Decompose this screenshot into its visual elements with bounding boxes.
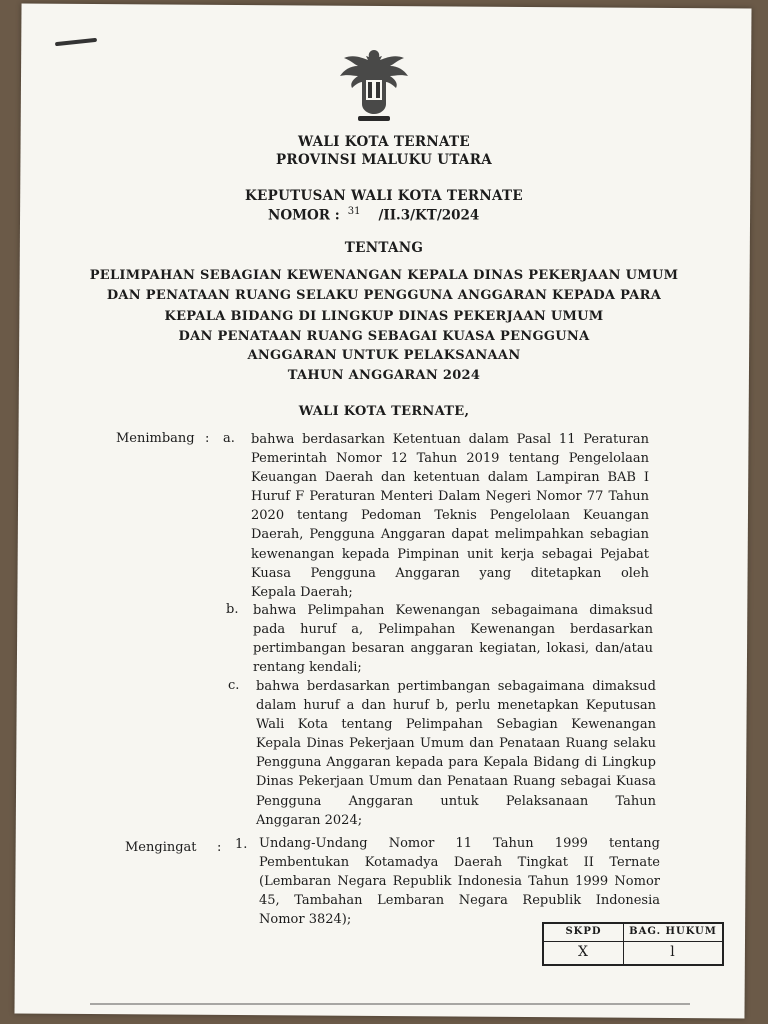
text-line: (Lembaran Negara Republik Indonesia Tahun 1999 Nomor — [259, 874, 660, 890]
menimbang-label: Menimbang — [116, 431, 195, 446]
text-line: Anggaran 2024; — [256, 812, 363, 828]
stamp-initial-bag-hukum: l — [670, 944, 676, 960]
nomor-suffix: /II.3/KT/2024 — [378, 207, 480, 224]
subject-line-4: DAN PENATAAN RUANG SEBAGAI KUASA PENGGUNA — [178, 329, 590, 344]
text-line: rentang kendali; — [253, 660, 362, 676]
text-line: Pengguna Anggaran untuk Pelaksanaan Tahun — [256, 793, 656, 809]
menimbang-colon: : — [205, 431, 210, 446]
text-line: pertimbangan besaran anggaran kegiatan, lokasi, dan/atau — [253, 641, 653, 657]
province-title: PROVINSI MALUKU UTARA — [275, 152, 492, 168]
page-edge-line — [90, 1003, 690, 1005]
stamp-initial-skpd: X — [544, 942, 624, 964]
mengingat-item-1 — [259, 834, 660, 929]
text-line: Nomor 3824); — [259, 912, 352, 928]
text-line: bahwa berdasarkan Ketentuan dalam Pasal 11 Peraturan — [251, 432, 649, 447]
text-line: 2020 tentang Pedoman Teknis Pengelolaan Keuangan — [251, 508, 649, 524]
text-line: Pemerintah Nomor 12 Tahun 2019 tentang Pengelolaan — [251, 451, 649, 467]
text-line: bahwa Pelimpahan Kewenangan sebagaimana dimaksud — [253, 603, 653, 618]
mengingat-label: Mengingat — [125, 840, 197, 855]
menimbang-marker-a: a. — [223, 431, 235, 446]
menimbang-marker-b: b. — [226, 602, 239, 617]
text-line: bahwa berdasarkan pertimbangan sebagaimana dimaksud — [256, 679, 656, 694]
subject-line-2: DAN PENATAAN RUANG SELAKU PENGGUNA ANGGARAN KEPADA PARA — [106, 288, 662, 303]
initial-stamp-table — [542, 922, 724, 966]
text-line: Keuangan Daerah dan ketentuan dalam Lampiran BAB I — [251, 470, 649, 486]
menimbang-item-c — [256, 677, 656, 830]
text-line: Huruf F Peraturan Menteri Dalam Negeri Nomor 77 Tahun — [251, 489, 649, 505]
text-line: Pembentukan Kotamadya Daerah Tingkat II Ternate — [259, 855, 660, 871]
text-line: Daerah, Pengguna Anggaran dapat melimpahkan sebagian — [251, 527, 649, 543]
subject-line-1: PELIMPAHAN SEBAGIAN KEWENANGAN KEPALA DINAS PEKERJAAN UMUM — [89, 268, 679, 283]
mengingat-marker-1: 1. — [235, 837, 248, 852]
text-line: Undang-Undang Nomor 11 Tahun 1999 tentang — [259, 836, 660, 851]
stamp-header-bag-hukum: BAG. HUKUM — [624, 924, 722, 942]
text-line: 45, Tambahan Lembaran Negara Republik Indonesia — [259, 893, 660, 909]
nomor-label: NOMOR : — [268, 207, 340, 224]
tentang-heading: TENTANG — [344, 240, 424, 256]
mengingat-colon: : — [217, 840, 222, 855]
garuda-emblem-icon — [332, 44, 416, 124]
text-line: Kepala Dinas Pekerjaan Umum dan Penataan Ruang selaku — [256, 736, 656, 752]
text-line: pada huruf a, Pelimpahan Kewenangan berdasarkan — [253, 622, 653, 638]
subject-line-5: ANGGARAN UNTUK PELAKSANAAN — [247, 348, 521, 363]
text-line: Kuasa Pengguna Anggaran yang ditetapkan oleh — [251, 565, 649, 581]
stamp-header-skpd: SKPD — [544, 924, 624, 942]
text-line: Pengguna Anggaran kepada para Kepala Bidang di Lingkup — [256, 755, 656, 771]
text-line: dalam huruf a dan huruf b, perlu menetapkan Keputusan — [256, 698, 656, 714]
subject-line-3: KEPALA BIDANG DI LINGKUP DINAS PEKERJAAN UMUM — [164, 309, 604, 324]
subject-line-6: TAHUN ANGGARAN 2024 — [287, 368, 481, 383]
text-line: Dinas Pekerjaan Umum dan Penataan Ruang sebagai Kuasa — [256, 774, 656, 790]
text-line: Kepala Daerah; — [251, 584, 353, 600]
authority-heading: WALI KOTA TERNATE, — [298, 404, 470, 419]
decree-number — [268, 206, 479, 224]
menimbang-item-a — [251, 430, 649, 602]
nomor-handwritten-number: 31 — [347, 206, 361, 217]
text-line: Wali Kota tentang Pelimpahan Sebagian Kewenangan — [256, 717, 656, 733]
text-line: kewenangan kepada Pimpinan unit kerja sebagai Pejabat — [251, 546, 649, 562]
decree-title: KEPUTUSAN WALI KOTA TERNATE — [245, 188, 523, 204]
issuer-title: WALI KOTA TERNATE — [298, 134, 470, 150]
menimbang-item-b — [253, 601, 653, 677]
menimbang-marker-c: c. — [228, 678, 240, 693]
